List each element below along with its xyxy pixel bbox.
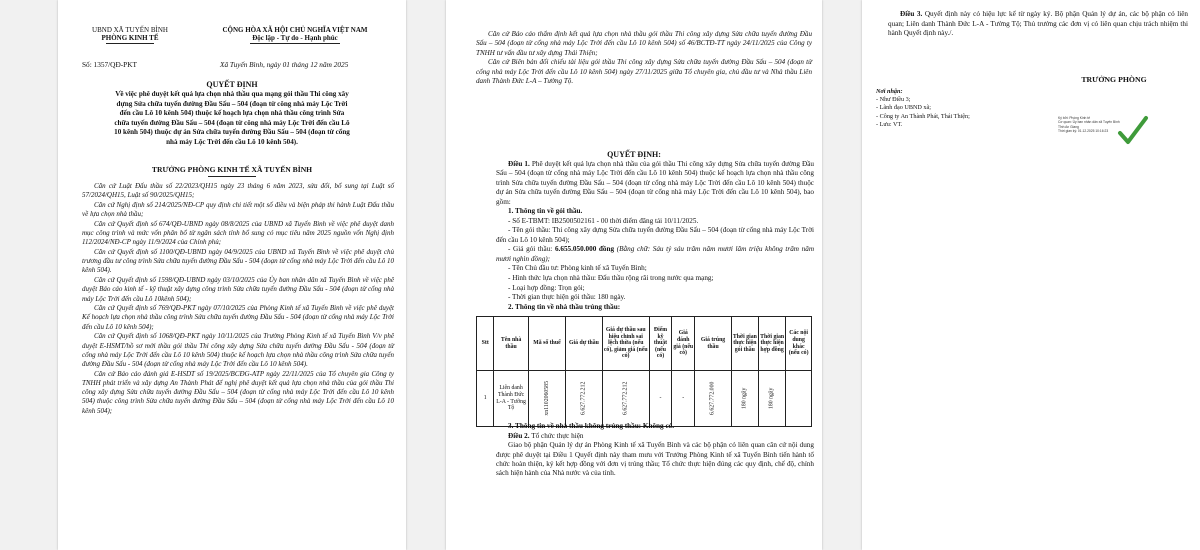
recipient-item: - Lãnh đạo UBND xã; [876,104,931,112]
authority-underline [208,176,256,177]
row-contract-time-cell [758,371,785,427]
subject-line: đến cầu Lô 10 kênh 504) thuộc kế hoạch lựa chọn nhà thầu công trình Sửa [119,109,345,118]
article-3 [888,10,1188,39]
decision-subject [84,90,380,148]
article-1 [496,160,814,312]
row-bid-price: 6.627.772.212 [580,381,587,416]
digital-signature-stamp [1058,111,1178,155]
row-stt: 1 [477,371,494,427]
row-other [786,371,812,427]
subject-line: chữa tuyến đường Đầu Sấu – 504 (đoạn từ công nhà máy Lộc Trời đến cầu Lô [114,118,350,127]
article-3-label: Điều 3. [900,10,923,18]
section-3-line: 3. Thông tin về nhà thầu không trúng thầu: Không có. [508,422,675,430]
article-1-paragraph [496,160,814,207]
section-2-heading: 2. Thông tin về nhà thầu trúng thầu: [508,302,621,311]
table-header-cell: Giá dự thầu sau hiệu chỉnh sai lệch thừa (nếu có), giảm giá (nếu có) [602,317,649,371]
price-label: - Giá gói thầu: [508,245,555,254]
price-value: 6.655.050.000 đồng [554,245,615,254]
basis-paragraph: Căn cứ Biên bản đối chiếu tài liệu gói thầu Thi công xây dựng Sửa chữa tuyến đường Đầu Sấu – 504 (đoạn từ cổng nhà máy Lộc Trời đến cầu Lô 10 kênh 504) ngày 27/11/2025 giữa Tổ chuyên gia, chủ đầu tư và Nhà thầu Liên danh Thành Đức L-A – Tường Tộ. [476,58,812,86]
basis-paragraph: Căn cứ Quyết định số 674/QĐ-UBND ngày 08/8/2025 của UBND xã Tuyến Bình về việc phê duyệt danh mục công trình và mức vốn phân bổ từ ngân sách tỉnh bổ sung có mục tiêu năm 2025 nguồn vốn Nghị định 112/2024/NĐ-CP ngày 11/9/2024 của Chính phủ; [82,219,394,247]
subject-line: 10 kênh 504) thuộc dự án Sửa chữa tuyến đường Đầu Sấu – 504 (đoạn từ cổng [114,128,350,137]
table-header-cell: Stt [477,317,494,371]
recipients-label: Nơi nhận: [876,88,903,95]
price-in-words: (Bằng chữ: Sáu tỷ sáu trăm năm mươi lăm triệu không trăm năm mươi nghìn đồng); [496,245,815,263]
signature-line: Thời gian ký: 01.12.2025 10:16:23 [1058,129,1109,134]
row-adjusted-price: 6.627.772.212 [622,381,629,416]
row-adjusted-price-cell [602,371,649,427]
national-name: CỘNG HÒA XÃ HỘI CHỦ NGHĨA VIỆT NAM [222,26,368,34]
info-line: - Loại hợp đồng: Trọn gói; [508,283,585,292]
section-1-heading: 1. Thông tin về gói thầu. [508,207,583,216]
basis-paragraph: Căn cứ Quyết định số 1068/QĐ-PKT ngày 10/11/2025 của Trưởng Phòng Kinh tế xã Tuyến Bình V/v phê duyệt E-HSMT/hồ sơ mời thầu gói thầu Thi công xây dựng Sửa chữa tuyến đường Đầu Sấu - 504 (đoạn từ cổng nhà máy Lộc Trời đến cầu Lô 10 kênh 504) thuộc kế hoạch lựa chọn nhà thầu công trình Sửa chữa tuyến đường Đầu Sấu - 504 (đoạn từ cổng nhà máy Lộc Trời đến cầu Lô 10 kênh 504). [82,332,394,369]
issuer-org: UBND XÃ TUYẾN BÌNH [92,26,168,34]
document-date: Xã Tuyến Bình, ngày 01 tháng 12 năm 2025 [220,60,349,69]
document-number: Số: 1357/QĐ-PKT [82,60,137,69]
decision-title: QUYẾT ĐỊNH [206,80,258,89]
basis-paragraph: Căn cứ Báo cáo đánh giá E-HSDT số 19/2025/BCĐG-ATP ngày 22/11/2025 của Tổ chuyên gia Công ty TNHH phát triển và xây dựng An Thành Phát để nghị phê duyệt kết quả lựa chọn nhà thầu của gói thầu Thi công xây dựng Sửa chữa tuyến đường Đầu Sấu – 504 (đoạn từ cổng nhà máy Lộc Trời đến cầu Lô 10 kênh 504) thuộc công trình Sửa chữa tuyến đường Đầu Sấu – 504 (đoạn từ cổng nhà máy Lộc Trời đến cầu Lô 10 kênh 504); [82,369,394,415]
national-header [200,26,390,44]
decision-heading: QUYẾT ĐỊNH: [607,150,661,159]
row-winning-price-cell [695,371,731,427]
table-header-cell: Thời gian thực hiện hợp đồng [758,317,785,371]
basis-paragraph: Căn cứ Quyết định số 769/QĐ-PKT ngày 07/10/2025 của Phòng Kinh tế xã Tuyến Bình về việc phê duyệt Kế hoạch lựa chọn nhà thầu công trình Sửa chữa tuyến đường Đầu Sấu - 504 (đoạn từ cổng nhà máy Lộc Trời đến cầu Lô 10 kênh 504); [82,304,394,331]
row-bidder-name: Liên danh Thành Đức L-A - Tường Tộ [494,371,528,427]
winning-bidder-table [476,316,812,427]
table-header-cell: Mã số thuế [528,317,566,371]
article-2-title: Tổ chức thực hiện [529,431,584,440]
legal-basis [82,182,394,416]
national-motto: Độc lập - Tự do - Hạnh phúc [252,34,338,42]
info-line: - Thời gian thực hiện gói thầu: 180 ngày. [508,293,626,302]
basis-paragraph: Căn cứ Nghị định số 214/2025/NĐ-CP quy định chi tiết một số điều và biện pháp thi hành Luật Đấu thầu về lựa chọn nhà thầu; [82,200,394,219]
basis-paragraph: Căn cứ Quyết định số 1100/QĐ-UBND ngày 04/9/2025 của UBND xã Tuyến Bình về việc phê duyệt chủ trương đầu tư công trình Sửa chữa tuyến đường Đầu Sấu - 504 (đoạn từ cổng nhà máy Lộc Trời đến cầu Lô 10 kênh 504). [82,247,394,275]
signature-details [1058,116,1120,134]
table-header-cell: Điểm kỹ thuật (nếu có) [649,317,671,371]
table-header-row [477,317,812,371]
legal-basis-continued [476,30,812,86]
table-header-cell: Tên nhà thầu [494,317,528,371]
checkmark-stroke [1120,118,1146,142]
document-page-3 [862,0,1200,550]
document-page-1 [58,0,406,550]
article-1-text: Phê duyệt kết quả lựa chọn nhà thầu của gói thầu Thi công xây dựng Sửa chữa tuyến đường Đầu Sấu – 504 (đoạn từ cổng nhà máy Lộc Trời đến cầu Lô 10 kênh 504) thuộc kế hoạch lựa chọn nhà thầu công trình Sửa chữa tuyến đường Đầu Sấu – 504 (đoạn từ cổng nhà máy Lộc Trời đến cầu Lô 10 kênh 504) thuộc dự án Sửa chữa tuyến đường Đầu Sấu – 504 (đoạn từ cổng nhà máy Lộc Trời đến cầu Lô 10 kênh 504), bao gồm: [496,160,815,206]
basis-paragraph: Căn cứ Báo cáo thẩm định kết quả lựa chọn nhà thầu gói thầu Thi công xây dựng Sửa chữa tuyến đường Đầu Sấu – 504 (đoạn từ cổng nhà máy Lộc Trời đến cầu Lô 10 kênh 504) số 46/BCTĐ-TT ngày 24/11/2025 của Công ty TNHH tư vấn đầu tư xây dựng Thái Thiện; [476,30,812,57]
package-price-line [496,245,814,264]
recipient-item: - Công ty An Thành Phát, Thái Thiện; [876,112,970,120]
recipient-item: - Như Điều 3; [876,96,911,104]
table-row [477,371,812,427]
table-header-cell: Giá trúng thầu [695,317,731,371]
article-3-text: Quyết định này có hiệu lực kể từ ngày ký. Bộ phận Quản lý dự án, các bộ phận có liên quan; Liên danh Thành Đức L-A - Tường Tộ; Thủ trưởng các đơn vị có liên quan chịu trách nhiệm thi hành Quyết định này./. [888,10,1189,38]
table-header-cell: Các nội dung khác (nếu có) [786,317,812,371]
table-header-cell: Thời gian thực hiện gói thầu [731,317,758,371]
row-package-time-cell [731,371,758,427]
row-tax-code-cell [528,371,566,427]
row-contract-time: 180 ngày [768,387,775,410]
row-winning-price: 6.627.772.000 [709,381,716,416]
package-name-line: - Tên gói thầu: Thi công xây dựng Sửa chữa tuyến đường Đầu Sấu – 504 (đoạn từ cổng nhà máy Lộc Trời đến cầu Lô 10 kênh 504); [496,226,814,244]
article-3-paragraph [888,10,1188,39]
motto-underline [250,43,340,44]
signer-title: TRƯỞNG PHÒNG [1081,75,1147,84]
authority-heading: TRƯỞNG PHÒNG KINH TẾ XÃ TUYẾN BÌNH [151,165,313,174]
info-line: - Hình thức lựa chọn nhà thầu: Đấu thầu rộng rãi trong nước qua mạng; [508,274,714,282]
document-page-2 [446,0,822,550]
signature-line: Tỉnh An Giang [1058,124,1079,129]
signature-line: Cơ quan: Ủy ban nhân dân xã Tuyến Bình [1058,120,1120,125]
table-header-cell: Giá đánh giá (nếu có) [672,317,695,371]
row-technical-score: - [649,371,671,427]
row-bid-price-cell [566,371,602,427]
article-2-heading [496,432,814,441]
subject-line: dựng Sửa chữa tuyến đường Đầu Sấu – 504 (đoạn từ công nhà máy Lộc Trời [116,99,348,108]
eno-line: - Số E-TBMT: IB2500502161 - 00 thời điểm đăng tải 10/11/2025. [508,216,699,225]
article-1-label: Điều 1. [508,160,530,168]
issuer-underline [106,43,154,44]
row-evaluated-price: - [672,371,695,427]
recipient-item: - Lưu: VT. [876,120,903,128]
basis-paragraph: Căn cứ Luật Đấu thầu số 22/2023/QH15 ngày 23 tháng 6 năm 2023, sửa đổi, bổ sung tại Luật số 57/2024/QH15, Luật số 90/2025/QH15; [82,182,394,200]
article-2-body: Giao bộ phận Quản lý dự án Phòng Kinh tế xã Tuyến Bình và các bộ phận có liên quan căn cứ nội dung được phê duyệt tại Điều 1 Quyết định này tham mưu với Trưởng Phòng Kinh tế xã Tuyến Bình tiến hành tổ chức hoàn thiện, ký kết hợp đồng với đơn vị trúng thầu; Tổ chức thực hiện đúng các quy định, chế độ, chính sách hiện hành của Nhà nước và của tỉnh. [496,441,814,478]
signature-line: Ký bởi: Phòng Kinh tế [1058,116,1091,120]
info-line: - Tên Chủ đầu tư: Phòng kinh tế xã Tuyến Bình; [508,264,647,273]
subject-line: Về việc phê duyệt kết quả lựa chọn nhà thầu qua mạng gói thầu Thi công xây [115,90,349,98]
row-package-time: 180 ngày [741,387,748,410]
issuer-dept: PHÒNG KINH TẾ [101,34,159,42]
recipients-block [876,88,1046,129]
basis-paragraph: Căn cứ Quyết định số 1598/QĐ-UBND ngày 03/10/2025 của Ủy ban nhân dân xã Tuyến Bình về việc phê duyệt Báo cáo kinh tế - kỹ thuật xây dựng công trình Sửa chữa tuyến đường Đầu Sấu - 504 (đoạn từ cổng nhà máy Lộc Trời đến cầu Lô 10kênh 504); [82,276,394,303]
table-header-cell: Giá dự thầu [566,317,602,371]
row-tax-code: xn1102060585 [543,381,550,416]
article-2 [496,422,814,479]
subject-line: nhà máy Lộc Trời đến cầu Lô 10 kênh 504). [166,137,298,146]
issuer-header [70,26,190,44]
article-2-label: Điều 2. [508,431,530,440]
